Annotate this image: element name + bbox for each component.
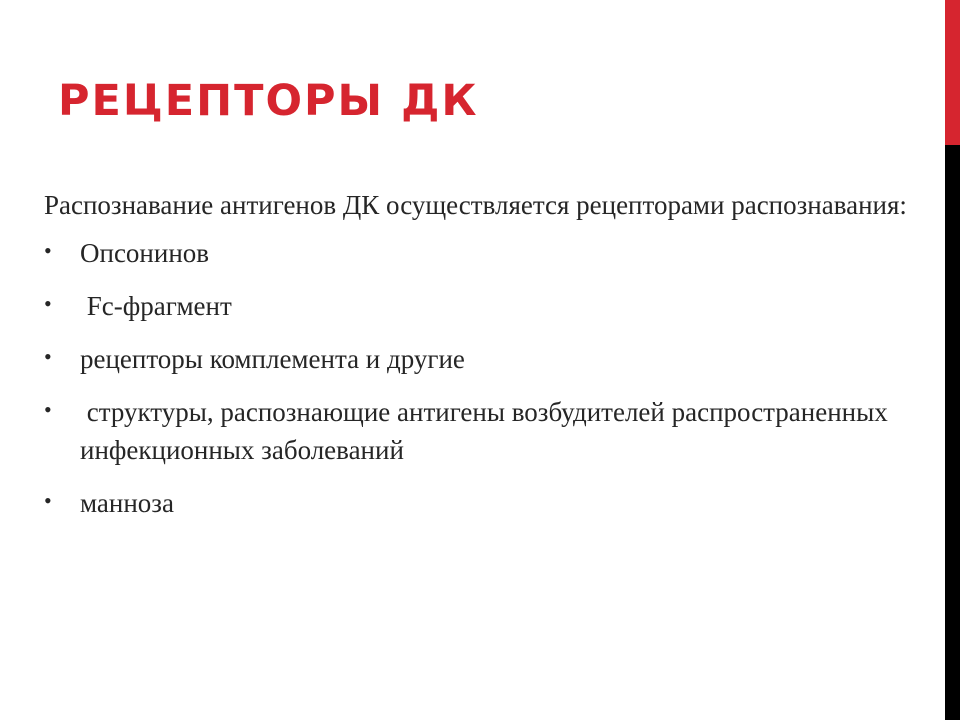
bullet-item	[44, 234, 924, 272]
accent-bar-red	[945, 0, 960, 145]
bullet-text: Опсонинов	[80, 238, 210, 268]
slide-title: РЕЦЕПТОРЫ ДК	[58, 76, 479, 126]
bullet-text: рецепторы комплемента и другие	[80, 344, 465, 374]
bullet-dot-icon: •	[44, 238, 52, 263]
bullet-list	[44, 234, 924, 522]
bullet-dot-icon: •	[44, 344, 52, 369]
bullet-text: Fc-фрагмент	[80, 291, 232, 321]
bullet-text: структуры, распознающие антигены возбудителей распространенных инфекционных заболеваний	[80, 397, 895, 465]
bullet-dot-icon: •	[44, 291, 52, 316]
bullet-item	[44, 393, 924, 469]
bullet-dot-icon: •	[44, 488, 52, 513]
accent-bar-black	[945, 145, 960, 720]
bullet-text: манноза	[80, 488, 174, 518]
slide-body	[44, 186, 924, 537]
bullet-item	[44, 287, 924, 325]
bullet-item	[44, 484, 924, 522]
bullet-item	[44, 340, 924, 378]
bullet-dot-icon: •	[44, 397, 52, 422]
intro-text: Распознавание антигенов ДК осуществляется рецепторами распознавания:	[44, 190, 907, 220]
